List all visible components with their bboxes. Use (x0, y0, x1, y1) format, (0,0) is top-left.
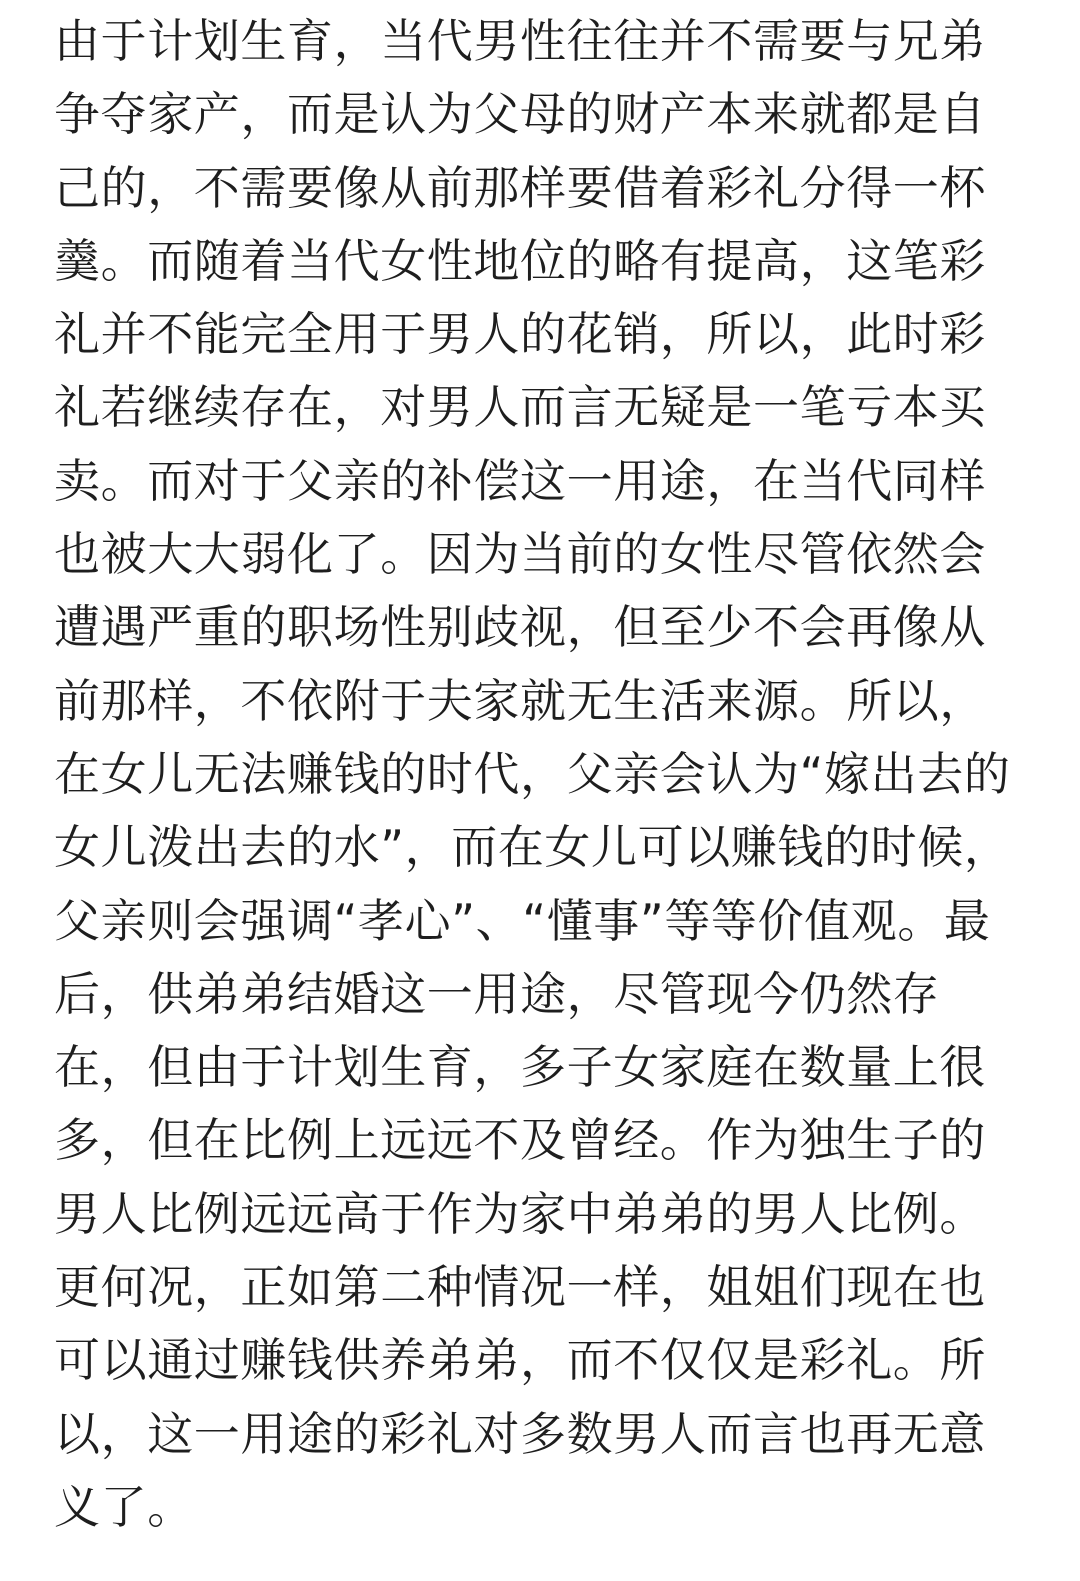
text-line: 男人比例远远高于作为家中弟弟的男人比例。 (54, 1186, 986, 1241)
text-line: 在女儿无法赚钱的时代，父亲会认为“嫁出去的 (54, 746, 1011, 801)
text-line: 礼并不能完全用于男人的花销，所以，此时彩 (54, 307, 986, 362)
article-body (54, 0, 1034, 1581)
text-line: 更何况，正如第二种情况一样，姐姐们现在也 (54, 1260, 986, 1315)
text-line: 女儿泼出去的水”，而在女儿可以赚钱的时候， (54, 820, 1011, 875)
text-line: 以，这一用途的彩礼对多数男人而言也再无意 (54, 1406, 986, 1461)
text-line: 前那样，不依附于夫家就无生活来源。所以， (54, 673, 986, 728)
text-line: 遭遇严重的职场性别歧视，但至少不会再像从 (54, 600, 986, 655)
text-line: 多，但在比例上远远不及曾经。作为独生子的 (54, 1113, 986, 1168)
text-line: 后，供弟弟结婚这一用途，尽管现今仍然存 (54, 966, 940, 1021)
text-line: 父亲则会强调“孝心”、“懂事”等等价值观。最 (54, 893, 991, 948)
text-line: 义了。 (54, 1479, 194, 1534)
text-line: 也被大大弱化了。因为当前的女性尽管依然会 (54, 527, 986, 582)
text-line: 在，但由于计划生育，多子女家庭在数量上很 (54, 1040, 986, 1095)
text-line: 由于计划生育，当代男性往往并不需要与兄弟 (54, 14, 986, 68)
text-line: 争夺家产，而是认为父母的财产本来就都是自 (54, 87, 986, 142)
text-line: 可以通过赚钱供养弟弟，而不仅仅是彩礼。所 (54, 1333, 986, 1388)
text-line: 羹。而随着当代女性地位的略有提高，这笔彩 (54, 233, 986, 288)
text-line: 己的，不需要像从前那样要借着彩礼分得一杯 (54, 160, 986, 215)
text-line: 礼若继续存在，对男人而言无疑是一笔亏本买 (54, 380, 986, 435)
text-line: 卖。而对于父亲的补偿这一用途，在当代同样 (54, 453, 986, 508)
